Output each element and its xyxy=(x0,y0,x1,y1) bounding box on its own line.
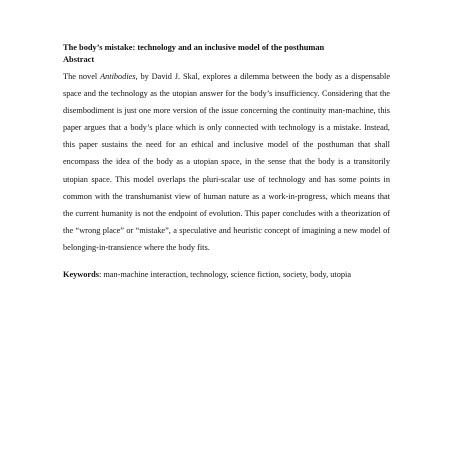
document-content xyxy=(63,42,390,281)
abstract-body xyxy=(63,68,390,256)
abstract-heading: Abstract xyxy=(63,55,95,64)
abstract-text: by David J. Skal, explores a dilemma between the body as a dispensable space and the technology as the utopian answer for the body’s insufficiency. Considering that the disembodiment is just one more version of the issue concerning the continuity man-machine, this paper argues that a body’s place which is only connected with technology is a mistake. Instead, this paper sustains the need for an ethical and inclusive model of the posthuman that shall encompass the idea of the body as a utopian space, in the sense that the body is a transitorily utopian space. This model overlaps the pluri-scalar use of technology and has some points in common with the transhumanist view of human nature as a work-in-progress, which means that the current humanity is not the endpoint of evolution. This paper concludes with a theorization of the “wrong place” or “mistake”, a speculative and heuristic concept of imagining a new model of belonging-in-transience where the body fits. xyxy=(63,72,390,252)
keywords-list: : man-machine interaction, technology, science fiction, society, body, utopia xyxy=(98,270,352,280)
book-title: Antibodies, xyxy=(100,72,138,81)
abstract-intro: The novel xyxy=(63,72,101,81)
keywords-line xyxy=(63,269,390,281)
keywords-label: Keywords xyxy=(63,270,99,280)
paper-title: The body’s mistake: technology and an inclusive model of the posthuman xyxy=(63,43,325,52)
